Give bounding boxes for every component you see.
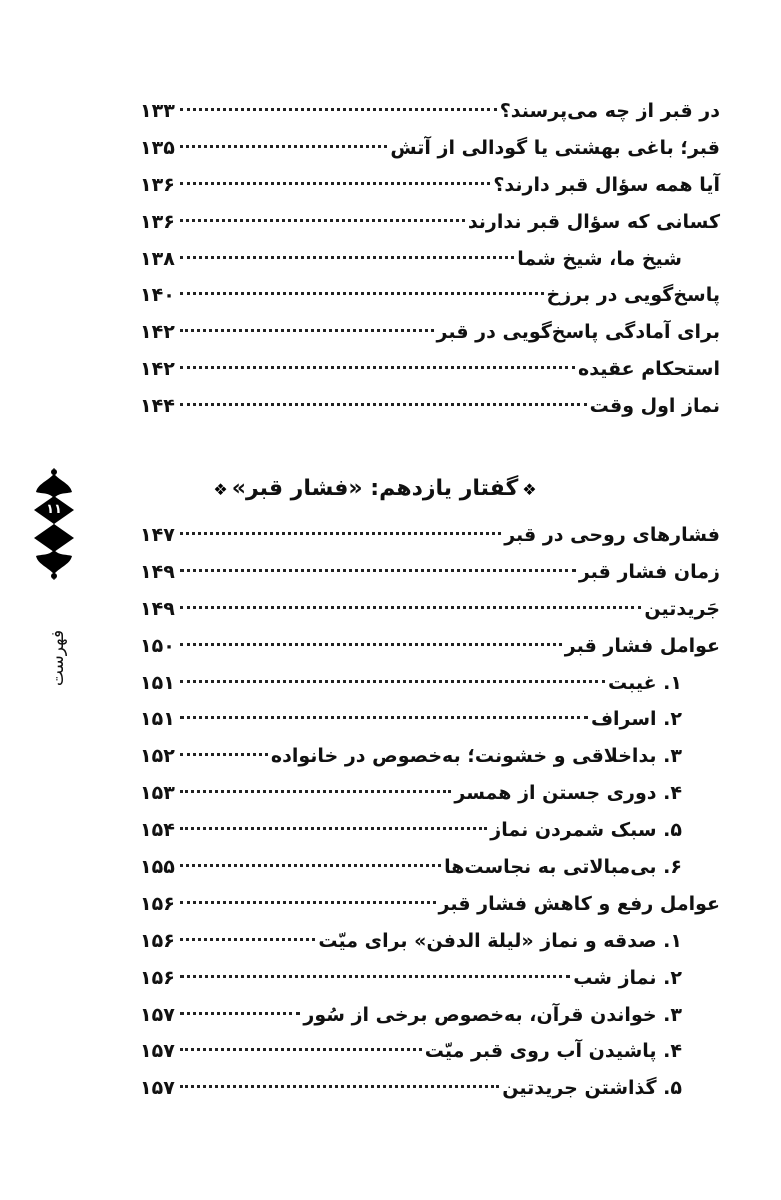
toc-entry xyxy=(140,1033,720,1070)
toc-entry xyxy=(140,277,720,314)
toc-entry-title: ۵. سبک شمردن نماز xyxy=(490,819,682,842)
toc-entry-title: ۲. اسراف xyxy=(590,708,682,731)
toc-entry xyxy=(140,591,720,628)
toc-entry-page: ۱۵۶ xyxy=(140,966,175,989)
dot-leader xyxy=(180,403,587,406)
toc-entry-page: ۱۴۰ xyxy=(140,284,175,307)
toc-entry xyxy=(140,923,720,960)
toc-entry xyxy=(140,738,720,775)
dot-leader xyxy=(180,938,315,941)
page-number: ۱۱ xyxy=(46,502,62,517)
toc-entry-title: ۱. غیبت xyxy=(607,671,682,694)
toc-entry xyxy=(140,204,720,241)
dot-leader xyxy=(180,827,487,830)
toc-entry-page: ۱۵۶ xyxy=(140,892,175,915)
toc-entry-page: ۱۳۶ xyxy=(140,173,175,196)
dot-leader xyxy=(180,329,434,332)
toc-entry xyxy=(140,960,720,997)
dot-leader xyxy=(180,1012,300,1015)
toc-entry xyxy=(140,241,720,278)
toc-entry-title: ۵. گذاشتن جریدتین xyxy=(502,1077,682,1100)
toc-entry-page: ۱۵۶ xyxy=(140,929,175,952)
toc-entry xyxy=(140,1070,720,1107)
dot-leader xyxy=(180,219,465,222)
toc-entry-page: ۱۳۶ xyxy=(140,210,175,233)
toc-entry-title: ۳. بداخلاقی و خشونت؛ به‌خصوص در خانواده xyxy=(270,745,682,768)
toc-entry xyxy=(140,351,720,388)
toc-entry-title: پاسخ‌گویی در برزخ xyxy=(546,284,720,307)
dot-leader xyxy=(180,292,544,295)
dot-leader xyxy=(180,864,441,867)
dot-leader xyxy=(180,975,570,978)
toc-entry xyxy=(140,628,720,665)
toc-entry xyxy=(140,517,720,554)
dot-leader xyxy=(180,680,605,683)
toc-entry-page: ۱۵۴ xyxy=(140,819,175,842)
toc-entry-title: برای آمادگی پاسخ‌گویی در قبر xyxy=(436,321,720,344)
toc-entry-title: استحکام عقیده xyxy=(578,358,720,381)
toc-entry-title: ۲. نماز شب xyxy=(573,966,682,989)
toc-entry-title: کسانی که سؤال قبر ندارند xyxy=(467,210,720,233)
toc-entry-title: زمان فشار قبر xyxy=(578,560,720,583)
dot-leader xyxy=(180,532,501,535)
toc-entry-page: ۱۵۷ xyxy=(140,1040,175,1063)
toc-entry-title: عوامل فشار قبر xyxy=(564,634,720,657)
dot-leader xyxy=(180,108,497,111)
toc-entry-page: ۱۴۹ xyxy=(140,597,175,620)
toc-entry-title: در قبر از چه می‌پرسند؟ xyxy=(499,100,720,122)
dot-leader xyxy=(180,643,562,646)
toc-entry-page: ۱۴۹ xyxy=(140,560,175,583)
dot-leader xyxy=(180,182,490,185)
toc-entry-title: ۱. صدقه و نماز «لیلة الدفن» برای میّت xyxy=(318,929,682,952)
toc-entry-page: ۱۳۸ xyxy=(140,247,175,270)
dot-leader xyxy=(180,901,436,904)
toc-entry xyxy=(140,997,720,1034)
toc-entry-title: ۳. خواندن قرآن، به‌خصوص برخی از سُور xyxy=(303,1003,682,1026)
toc-entry-title: قبر؛ باغی بهشتی یا گودالی از آتش xyxy=(390,136,720,159)
dot-leader xyxy=(180,145,387,148)
ornament-icon: ❖ xyxy=(522,480,537,499)
toc-entry-page: ۱۵۳ xyxy=(140,782,175,805)
dot-leader xyxy=(180,606,641,609)
dot-leader xyxy=(180,1085,499,1088)
toc-entry-page: ۱۴۴ xyxy=(140,395,175,418)
toc-entry-title: ۴. دوری جستن از همسر xyxy=(454,782,682,805)
toc-entry-title: نماز اول وقت xyxy=(589,395,720,418)
toc-entry-page: ۱۵۵ xyxy=(140,856,175,879)
dot-leader xyxy=(180,790,451,793)
section-title xyxy=(140,476,610,501)
toc-entry-page: ۱۵۷ xyxy=(140,1003,175,1026)
toc-entry-title: جَریدتین xyxy=(644,597,720,620)
toc-entry-page: ۱۵۲ xyxy=(140,745,175,768)
dot-leader xyxy=(180,1048,422,1051)
toc-entry-page: ۱۴۲ xyxy=(140,358,175,381)
dot-leader xyxy=(180,366,575,369)
toc-entry-title: آیا همه سؤال قبر دارند؟ xyxy=(493,173,720,196)
dot-leader xyxy=(180,256,514,259)
toc-entry xyxy=(140,167,720,204)
toc-entry-title: عوامل رفع و کاهش فشار قبر xyxy=(438,892,720,915)
toc-entry-page: ۱۴۲ xyxy=(140,321,175,344)
dot-leader xyxy=(180,716,588,719)
toc-entry-page: ۱۴۷ xyxy=(140,524,175,546)
dot-leader xyxy=(180,753,268,756)
toc-entry-title: فشارهای روحی در قبر xyxy=(504,524,720,546)
toc-entry-title: ۶. بی‌مبالاتی به نجاست‌ها xyxy=(444,856,682,879)
toc-entry xyxy=(140,775,720,812)
toc-entry xyxy=(140,554,720,591)
toc-entry-title: شیخ ما، شیخ شما xyxy=(517,247,682,270)
toc-entry-page: ۱۳۳ xyxy=(140,100,175,122)
toc-entry-page: ۱۵۱ xyxy=(140,671,175,694)
toc-entry-page: ۱۵۰ xyxy=(140,634,175,657)
running-head: فهرست xyxy=(48,629,68,687)
toc-entry xyxy=(140,701,720,738)
toc-entry xyxy=(140,665,720,702)
toc-entry-page: ۱۵۱ xyxy=(140,708,175,731)
dot-leader xyxy=(180,569,576,572)
toc-entry-page: ۱۵۷ xyxy=(140,1077,175,1100)
toc-entry xyxy=(140,886,720,923)
toc-list-top xyxy=(140,93,720,425)
section-title-text: گفتار یازدهم: «فشار قبر» xyxy=(231,476,519,501)
toc-entry-title: ۴. پاشیدن آب روی قبر میّت xyxy=(424,1040,682,1063)
toc-entry xyxy=(140,314,720,351)
toc-entry xyxy=(140,93,720,130)
toc-list-bottom xyxy=(140,517,720,1107)
page-ornament-icon xyxy=(32,468,76,580)
ornament-icon: ❖ xyxy=(213,480,228,499)
toc-entry xyxy=(140,812,720,849)
toc-entry xyxy=(140,388,720,425)
toc-entry-page: ۱۳۵ xyxy=(140,136,175,159)
toc-entry xyxy=(140,130,720,167)
toc-entry xyxy=(140,849,720,886)
